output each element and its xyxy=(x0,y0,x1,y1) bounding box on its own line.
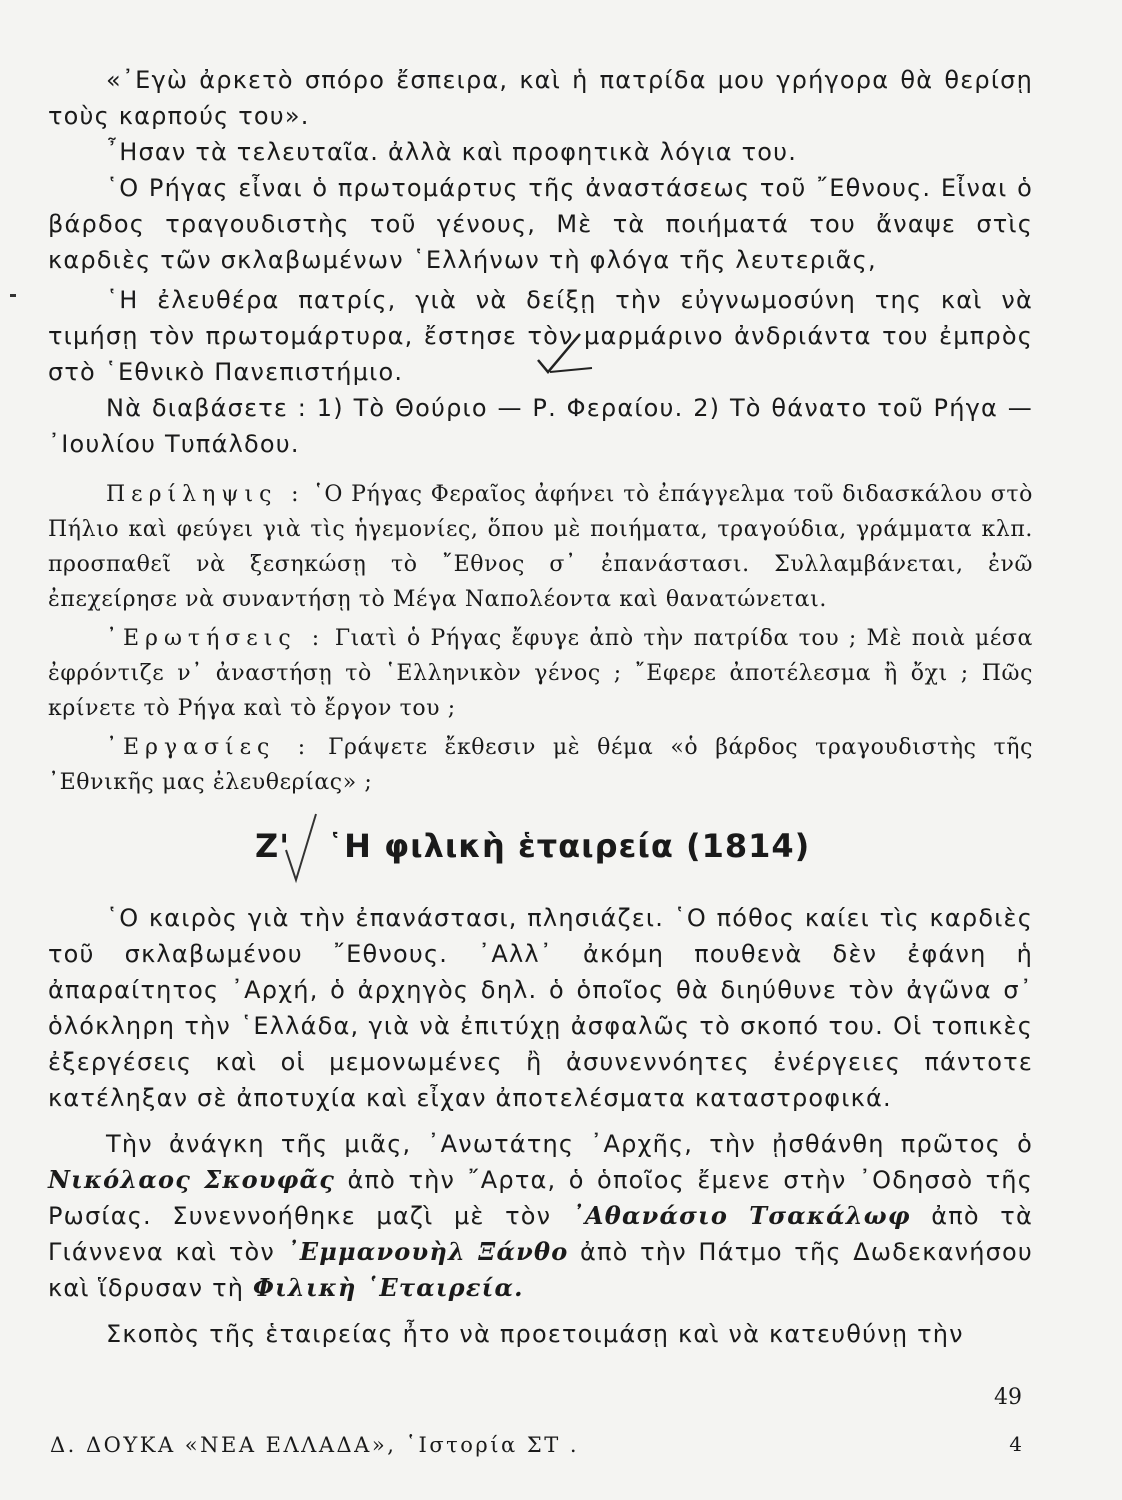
margin-mark xyxy=(10,294,16,297)
intro-paragraph-3: ῾Ο Ρήγας εἶναι ὁ πρωτομάρτυς τῆς ἀναστάσεως τοῦ ῎Εθνους. Εἶναι ὁ βάρδος τραγουδιστὴς τοῦ γένους, Μὲ τὰ ποιήματά του ἄναψε στὶς καρδιὲς τῶν σκλαβωμένων ῾Ελλήνων τὴ φλόγα τῆς λευτεριᾶς, xyxy=(48,174,1033,274)
body-paragraph-3: Σκοπὸς τῆς ἑταιρείας ἦτο νὰ προετοιμάσῃ καὶ νὰ κατευθύνῃ τὴν xyxy=(106,1320,964,1348)
summary-paragraph xyxy=(48,477,1033,617)
assignments-label: ᾿Εργασίες : xyxy=(106,735,312,760)
intro-quote: «᾿Εγὼ ἀρκετὸ σπόρο ἔσπειρα, καὶ ἡ πατρίδα μου γρήγορα θὰ θερίσῃ τοὺς καρπούς του». xyxy=(48,66,1033,130)
body-text: Τὴν ἀνάγκη τῆς μιᾶς, ᾿Ανωτάτης ᾿Αρχῆς, τὴν ᾐσθάνθη πρῶτος ὁ xyxy=(106,1130,1033,1158)
intro-paragraph-2: ῏Ησαν τὰ τελευταῖα. ἀλλὰ καὶ προφητικὰ λόγια του. xyxy=(106,138,798,166)
assignments-paragraph xyxy=(48,730,1033,800)
body-text: ἀπὸ τὴν Πάτμο τῆς Δωδεκανήσου καὶ ἵδρυσαν τὴ xyxy=(48,1238,1033,1302)
questions-label: ᾿Ερωτήσεις : xyxy=(106,626,326,651)
body-text: ἀπὸ τὰ Γιάννενα καὶ τὸν xyxy=(48,1202,1033,1266)
society-name: Φιλικὴ ῾Εταιρεία. xyxy=(253,1273,524,1302)
section-number: Ζ' xyxy=(255,827,290,865)
pencil-check-icon xyxy=(282,810,322,890)
exercises-section xyxy=(48,477,1033,800)
person-name: ᾿Εμμανουὴλ Ξάνθο xyxy=(286,1237,569,1266)
body-paragraph-1: ῾Ο καιρὸς γιὰ τὴν ἐπανάστασι, πλησιάζει. ῾Ο πόθος καίει τὶς καρδιὲς τοῦ σκλαβωμένου ῎Εθνους. ᾿Αλλ᾿ ἀκόμη πουθενὰ δὲν ἐφάνη ἡ ἀπαραίτητος ᾿Αρχή, ὁ ἀρχηγὸς δηλ. ὁ ὁποῖος θὰ διηύθυνε τὸν ἀγῶνα σ᾿ ὁλόκληρη τὴν ῾Ελλάδα, γιὰ νὰ ἐπιτύχῃ ἀσφαλῶς τὸ σκοπό του. Οἱ τοπικὲς ἐξεργέσεις καὶ οἱ μεμονωμένες ἢ ἀσυνεννόητες ἐνέργειες πάντοτε κατέληξαν σὲ ἀποτυχία καὶ εἶχαν ἀποτελέσματα καταστροφικά. xyxy=(48,904,1033,1112)
assignments-text: Γράψετε ἔκθεσιν μὲ θέμα «ὁ βάρδος τραγουδιστὴς τῆς ᾿Εθνικῆς μας ἐλευθερίας» ; xyxy=(48,735,1034,795)
person-name: Νικόλαος Σκουφᾶς xyxy=(48,1165,336,1194)
pencil-check-icon xyxy=(530,330,600,380)
body-paragraph-2 xyxy=(48,1126,1033,1306)
page-number: 49 xyxy=(994,1385,1022,1410)
publisher-line: Δ. ΔΟΥΚΑ «ΝΕΑ ΕΛΛΑΔΑ», ῾Ιστορία ΣΤ . xyxy=(50,1433,580,1457)
summary-text: ῾Ο Ρήγας Φεραῖος ἀφήνει τὸ ἐπάγγελμα τοῦ διδασκάλου στὸ Πήλιο καὶ φεύγει γιὰ τὶς ἡγεμονίες, ὅπου μὲ ποιήματα, τραγούδια, γράμματα κλπ. προσπαθεῖ νὰ ξεσηκώσῃ τὸ ῎Εθνος σ᾿ ἐπανάστασι. Συλλαμβάνεται, ἐνῶ ἐπεχείρησε νὰ συναντήσῃ τὸ Μέγα Ναπολέοντα καὶ θανατώνεται. xyxy=(48,482,1033,612)
body-text: ἀπὸ τὴν ῎Αρτα, ὁ ὁποῖος ἔμενε στὴν ᾿Οδησσὸ τῆς Ρωσίας. Συνεννοήθηκε μαζὶ μὲ τὸν xyxy=(48,1166,1034,1230)
intro-paragraph-4: ῾Η ἐλευθέρα πατρίς, γιὰ νὰ δείξῃ τὴν εὐγνωμοσύνη της καὶ νὰ τιμήσῃ τὸν πρωτομάρτυρα, ἔστησε τὸν μαρμάρινο ἀνδριάντα του ἐμπρὸς στὸ ῾Εθνικὸ Πανεπιστήμιο. xyxy=(48,286,1033,386)
body-section xyxy=(48,900,1033,1352)
intro-section xyxy=(48,62,1033,462)
questions-paragraph xyxy=(48,621,1033,726)
section-title: ῾Η φιλικὴ ἑταιρεία (1814) xyxy=(327,827,811,865)
questions-text: Γιατὶ ὁ Ρήγας ἔφυγε ἀπὸ τὴν πατρίδα του ; Μὲ ποιὰ μέσα ἐφρόντιζε ν᾿ ἀναστήσῃ τὸ ῾Ελληνικὸν γένος ; ῎Εφερε ἀποτέλεσμα ἢ ὄχι ; Πῶς κρίνετε τὸ Ρήγα καὶ τὸ ἔργον του ; xyxy=(48,626,1033,721)
printer-signature: 4 xyxy=(1009,1432,1022,1456)
section-heading xyxy=(255,827,855,865)
summary-label: Περίληψις : xyxy=(106,482,305,507)
reading-suggestion: Νὰ διαβάσετε : 1) Τὸ Θούριο — Ρ. Φεραίου. 2) Τὸ θάνατο τοῦ Ρήγα — ᾿Ιουλίου Τυπάλδου. xyxy=(48,394,1033,458)
person-name: ᾿Αθανάσιο Τσακάλωφ xyxy=(571,1201,911,1230)
